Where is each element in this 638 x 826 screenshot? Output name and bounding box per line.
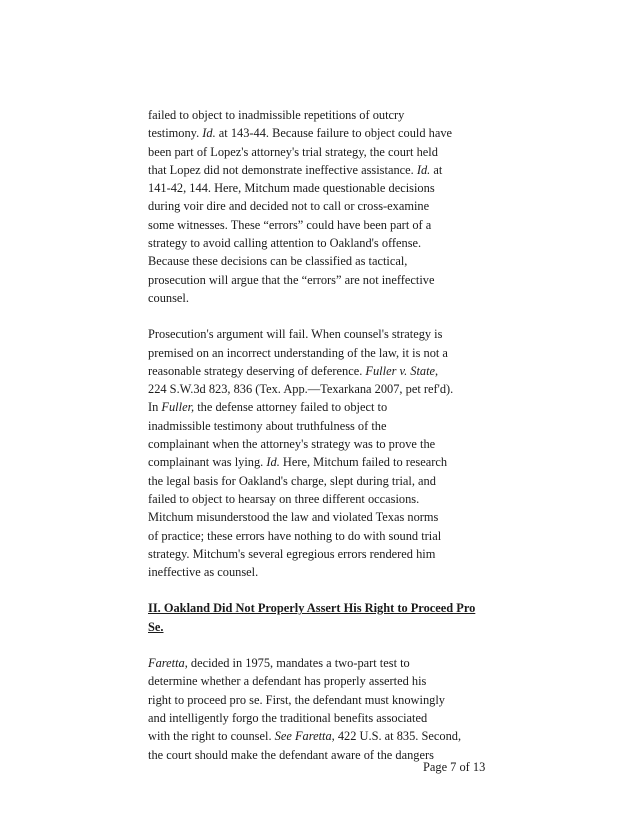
text-line: counsel. — [148, 290, 189, 305]
paragraph-prosecution-argument-rebuttal — [148, 325, 493, 581]
text-line: during voir dire and decided not to call or cross-examine — [148, 199, 430, 214]
text-line: testimony. Id. at 143-44. Because failure to object could have — [148, 126, 453, 141]
citation-italic: See Faretta, — [274, 729, 335, 744]
text-line: some witnesses. These “errors” could have been part of a — [148, 217, 432, 232]
text-line: the court should make the defendant aware of the dangers — [148, 747, 434, 762]
section-heading — [148, 599, 493, 636]
paragraph-spacer — [148, 307, 493, 325]
document-body — [148, 106, 493, 764]
text-line: 141-42, 144. Here, Mitchum made questionable decisions — [148, 181, 435, 196]
text-line: strategy. Mitchum's several egregious errors rendered him — [148, 546, 436, 561]
text-line: complainant was lying. Id. Here, Mitchum failed to research — [148, 455, 448, 470]
heading-line: II. Oakland Did Not Properly Assert His Right to Proceed Pro — [148, 601, 476, 616]
text-line: Prosecution's argument will fail. When counsel's strategy is — [148, 327, 443, 342]
citation-italic: Id. — [416, 162, 431, 177]
citation-italic: Id. — [202, 126, 216, 141]
text-line: and intelligently forgo the traditional benefits associated — [148, 710, 428, 725]
text-line: inadmissible testimony about truthfulness of the — [148, 418, 387, 433]
text-line: In Fuller, the defense attorney failed to object to — [148, 400, 388, 415]
text-line: complainant when the attorney's strategy was to prove the — [148, 437, 436, 452]
text-line: ineffective as counsel. — [148, 565, 259, 580]
page-number: Page 7 of 13 — [423, 760, 486, 774]
text-line: prosecution will argue that the “errors” are not ineffective — [148, 272, 435, 287]
text-line: Faretta, decided in 1975, mandates a two-part test to — [148, 656, 410, 671]
text-line: premised on an incorrect understanding of the law, it is not a — [148, 345, 448, 360]
paragraph-spacer — [148, 636, 493, 654]
paragraph-spacer — [148, 581, 493, 599]
text-line: the legal basis for Oakland's charge, slept during trial, and — [148, 473, 436, 488]
text-line: Mitchum misunderstood the law and violated Texas norms — [148, 510, 439, 525]
citation-italic: Fuller, — [161, 400, 195, 415]
text-line: of practice; these errors have nothing to do with sound trial — [148, 528, 442, 543]
text-line: 224 S.W.3d 823, 836 (Tex. App.—Texarkana 2007, pet ref'd). — [148, 382, 454, 397]
paragraph-ineffective-assistance-analysis — [148, 106, 493, 307]
citation-italic: Faretta — [148, 656, 185, 671]
text-line: reasonable strategy deserving of deference. Fuller v. State, — [148, 363, 439, 378]
citation-italic: Fuller v. State — [365, 363, 436, 378]
text-line: with the right to counsel. See Faretta, 422 U.S. at 835. Second, — [148, 729, 462, 744]
citation-italic: Id. — [266, 455, 280, 470]
text-line: right to proceed pro se. First, the defendant must knowingly — [148, 692, 445, 707]
heading-line: Se. — [148, 619, 164, 634]
text-line: been part of Lopez's attorney's trial strategy, the court held — [148, 144, 438, 159]
paragraph-faretta-test — [148, 654, 493, 764]
text-line: failed to object to hearsay on three different occasions. — [148, 491, 420, 506]
text-line: determine whether a defendant has properly asserted his — [148, 674, 427, 689]
text-line: that Lopez did not demonstrate ineffective assistance. Id. at — [148, 162, 443, 177]
text-line: failed to object to inadmissible repetitions of outcry — [148, 108, 405, 122]
text-line: Because these decisions can be classified as tactical, — [148, 254, 408, 269]
text-line: strategy to avoid calling attention to Oakland's offense. — [148, 236, 422, 251]
